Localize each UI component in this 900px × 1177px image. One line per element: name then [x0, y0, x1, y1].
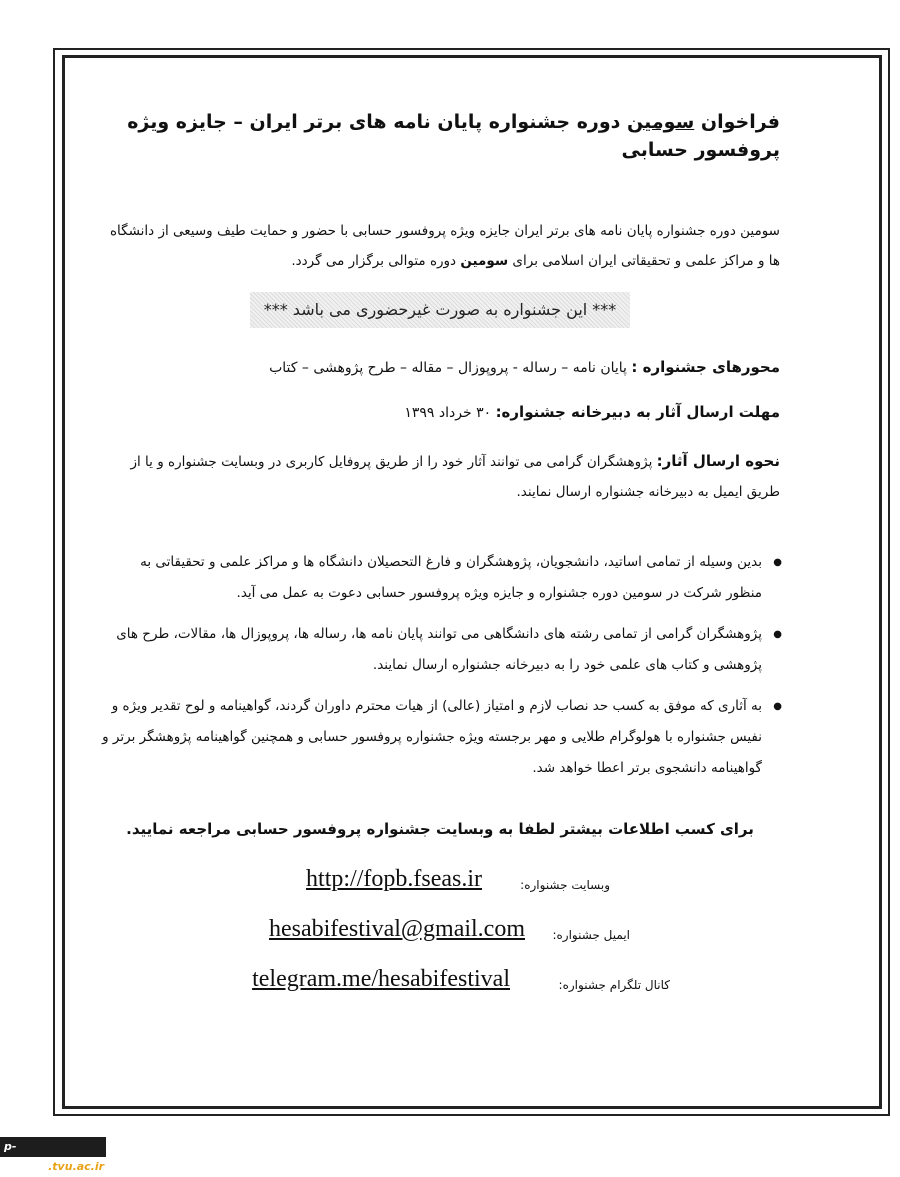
axes-value: پایان نامه – رساله - پروپوزال – مقاله – طرح پژوهشی – کتاب [269, 360, 632, 376]
deadline-label: مهلت ارسال آثار به دبیرخانه جشنواره: [495, 403, 780, 421]
email-row [100, 910, 780, 960]
axes-row [100, 352, 780, 383]
non-attendance-banner: *** این جشنواره به صورت غیرحضوری می باشد *** [250, 292, 631, 328]
method-value: پژوهشگران گرامی می توانند آثار خود را از طریق پروفایل کاربری در وبسایت جشنواره و یا از طریق ایمیل به دبیرخانه جشنواره ارسال نمایند. [130, 454, 780, 500]
intro-text-a: سومین دوره جشنواره پایان نامه های برتر ایران جایزه ویژه پروفسور حسابی با حضور و حمایت طیف وسیعی از دانشگاه ها و مراکز علمی و تحقیقاتی ایران اسلامی برای [109, 223, 780, 269]
intro-paragraph [100, 216, 780, 276]
badge-domain: .tvu.ac.ir [48, 1160, 105, 1173]
announcement-content [100, 108, 780, 1010]
telegram-link[interactable]: telegram.me/hesabifestival [252, 966, 510, 992]
badge-prefix: p- [4, 1140, 17, 1153]
list-item: ● بدین وسیله از تمامی اساتید، دانشجویان، پژوهشگران و فارغ التحصیلان دانشگاه ها و مراکز علمی و تحقیقاتی به منظور شرکت در سومین دوره جشنواره و جایزه ویژه پروفسور حسابی دعوت به عمل می آید. [100, 547, 762, 609]
badge-name: doroud [4, 1160, 49, 1173]
deadline-row [100, 397, 780, 428]
axes-label: محورهای جشنواره : [631, 358, 780, 376]
info-bullet-list [100, 547, 780, 784]
method-row [100, 446, 780, 507]
list-item: ● پژوهشگران گرامی از تمامی رشته های دانشگاهی می توانند پایان نامه ها، رساله ها، پروپوزال ها، مقالات، طرح های پژوهشی و کتاب های علمی خود را به دبیرخانه جشنواره ارسال نمایند. [100, 619, 762, 681]
email-label: ایمیل جشنواره: [552, 928, 630, 942]
telegram-label: کانال تلگرام جشنواره: [558, 978, 670, 992]
page-title [100, 108, 780, 164]
title-underlined-word: سومین [627, 111, 695, 133]
telegram-row [100, 960, 780, 1010]
email-link[interactable]: hesabifestival@gmail.com [268, 916, 525, 942]
website-label: وبسایت جشنواره: [520, 878, 610, 892]
banner-wrap [100, 292, 780, 328]
title-prefix: فراخوان [694, 111, 780, 133]
site-watermark-badge[interactable] [0, 1137, 106, 1173]
method-label: نحوه ارسال آثار: [656, 452, 780, 470]
intro-text-b: دوره متوالی برگزار می گردد. [291, 253, 461, 269]
intro-bold-word: سومین [460, 253, 509, 269]
website-link[interactable]: http://fopb.fseas.ir [306, 866, 482, 892]
deadline-value: ۳۰ خرداد ۱۳۹۹ [404, 405, 496, 421]
list-item: ● به آثاری که موفق به کسب حد نصاب لازم و امتیاز (عالی) از هیات محترم داوران گردند، گواهینامه و لوح تقدیر ویژه و نفیس جشنواره با هولوگرام طلایی و مهر برجسته ویژه جشنواره پروفسور حسابی و همچنین گواهینامه پژوهشگر برتر و گواهینامه دانشجوی برتر اعطا خواهد شد. [100, 691, 762, 784]
website-row [100, 860, 780, 910]
title-suffix: دوره جشنواره پایان نامه های برتر ایران – جایزه ویژه پروفسور حسابی [127, 111, 780, 161]
more-info-note: برای کسب اطلاعات بیشتر لطفا به وبسایت جشنواره پروفسور حسابی مراجعه نمایید. [126, 820, 754, 838]
